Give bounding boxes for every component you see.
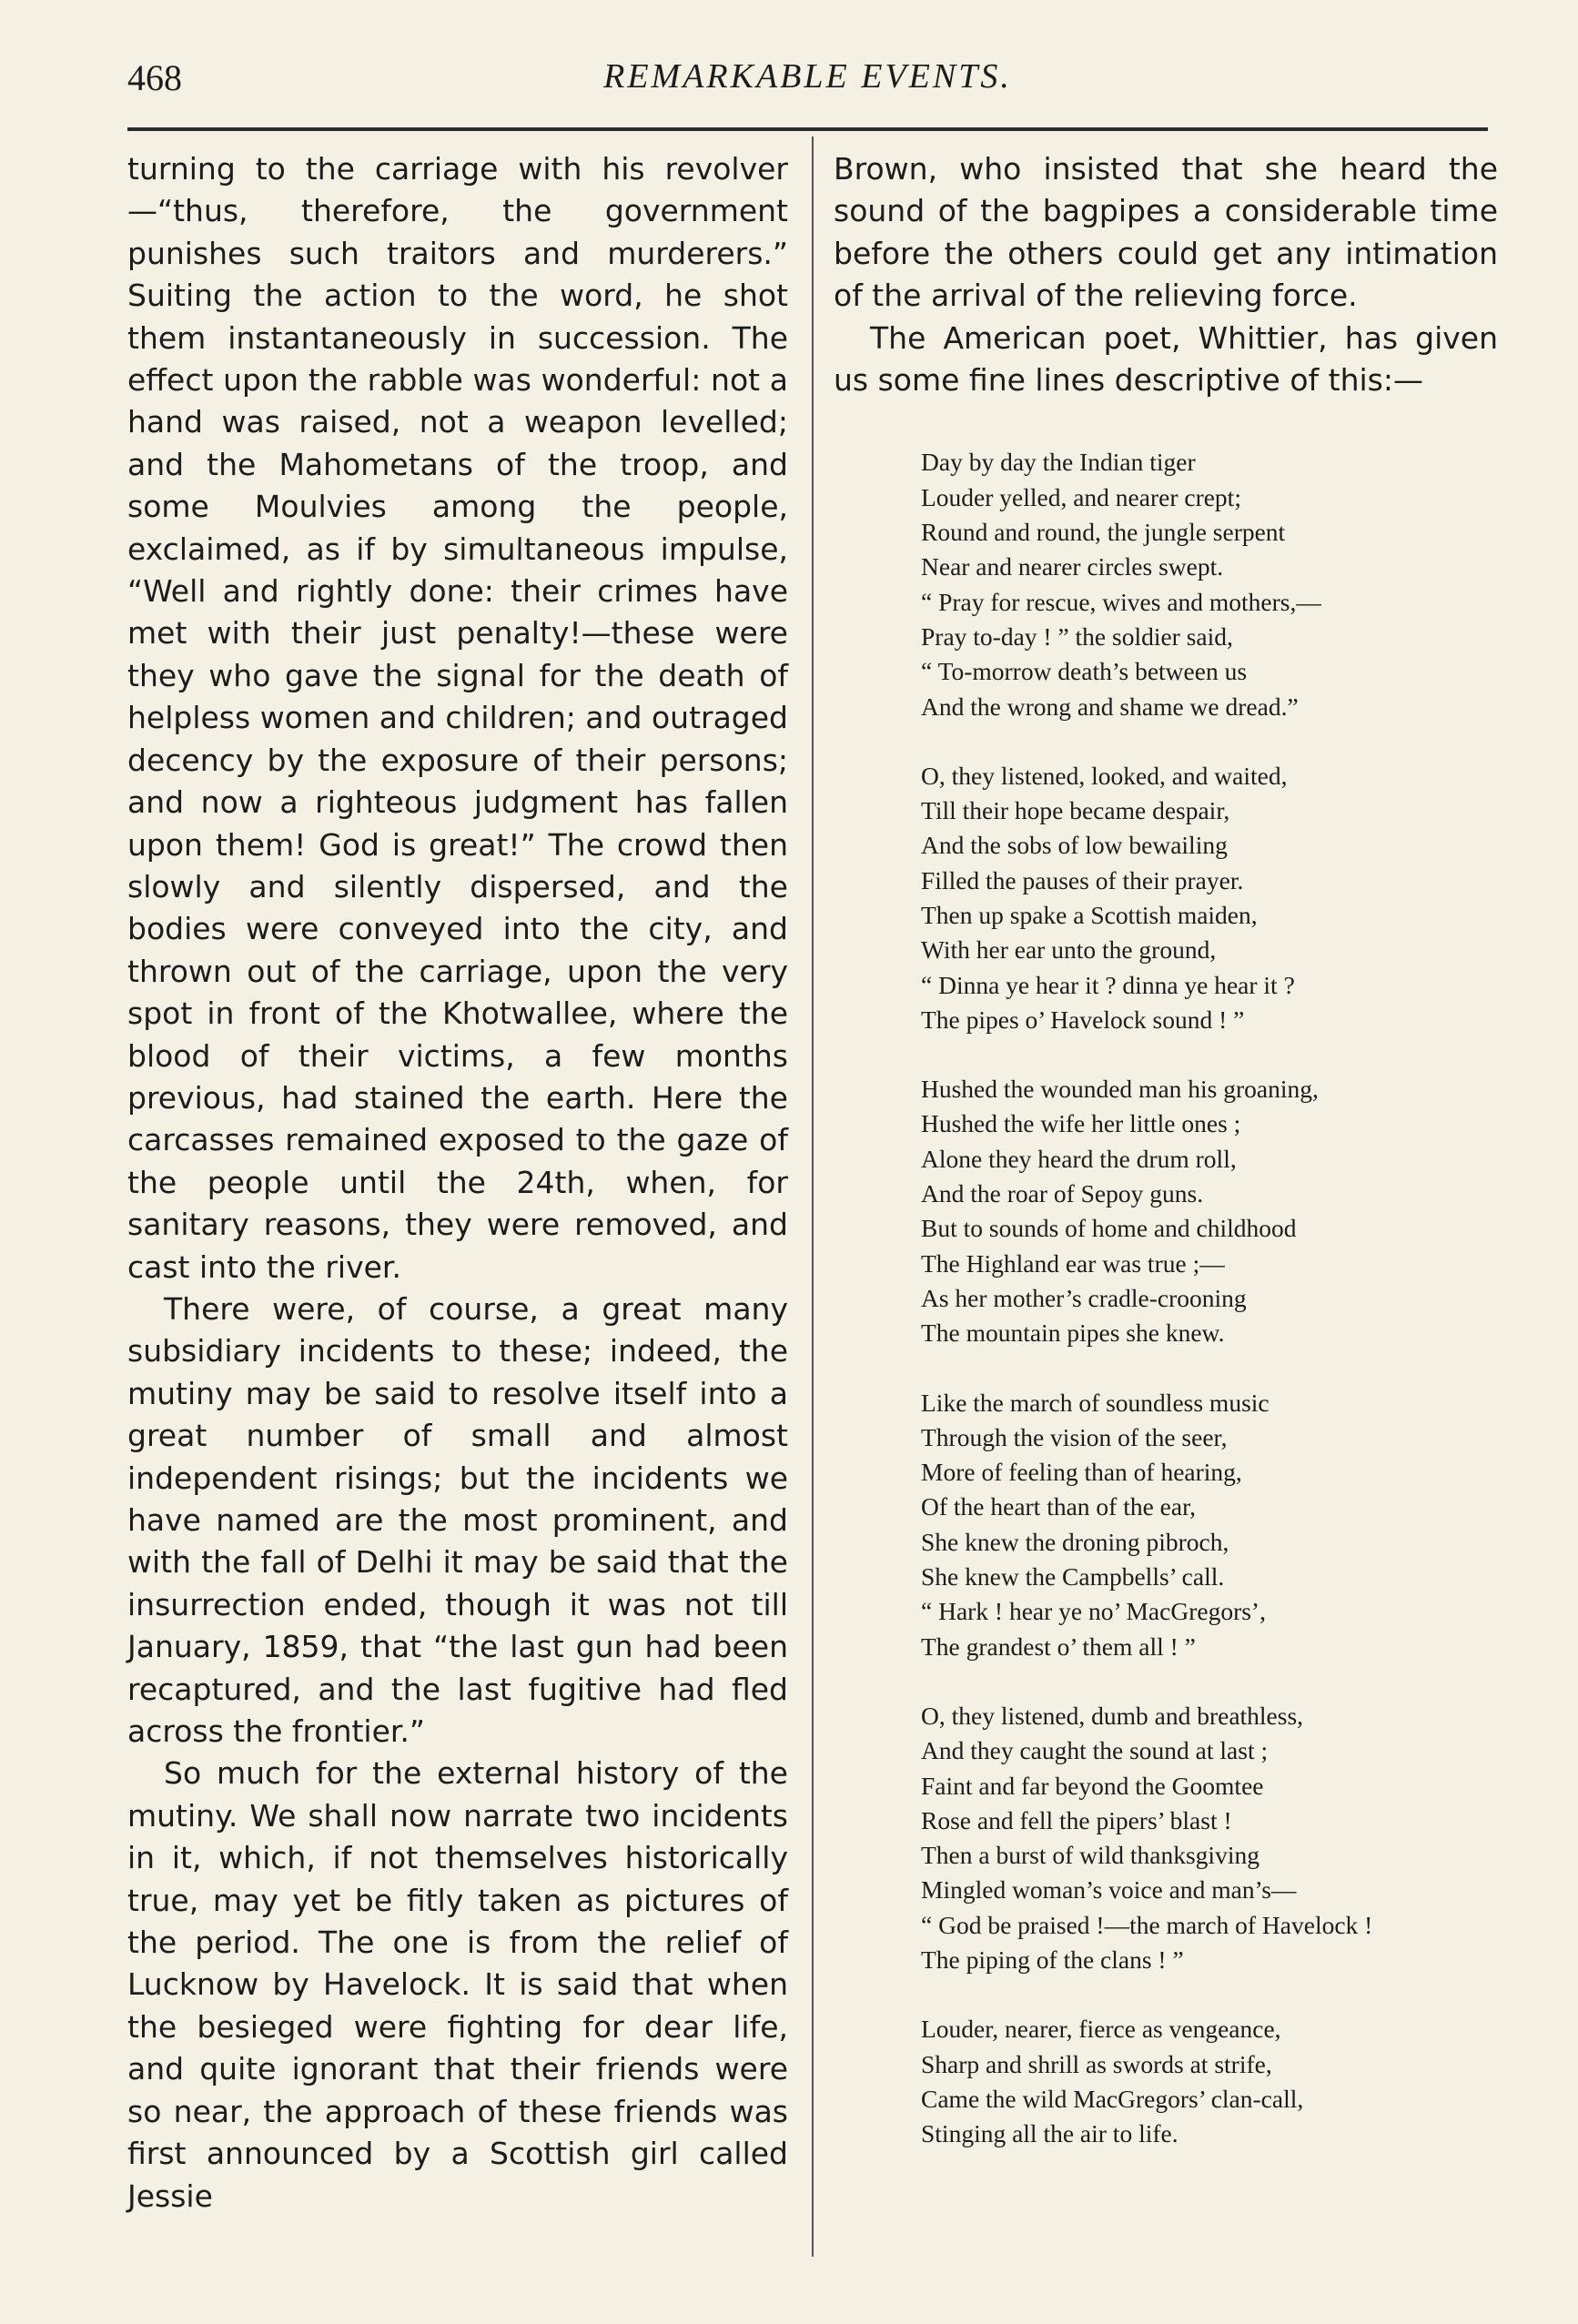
poem-line: O, they listened, dumb and breathless, xyxy=(921,1701,1304,1730)
poem-line: Till their hope became despair, xyxy=(921,796,1230,825)
paragraph: So much for the external history of the mutiny. We shall now narrate two incidents in it, which, if not themselves historically true, may yet be fitly taken as pictures of the period. The one is from the relief of Lucknow by Havelock. It is said that when the besieged were fighting for dear life, and quite ignorant that their friends were so near, the approach of these friends was first announced by a Scottish girl called Jessie xyxy=(127,1755,788,2214)
poem-line: “ Pray for rescue, wives and mothers,— xyxy=(921,587,1321,616)
poem-line: And the sobs of low bewailing xyxy=(921,831,1228,860)
right-column xyxy=(834,148,1498,2187)
poem-line: Stinging all the air to life. xyxy=(921,2119,1178,2148)
poem-line: Filled the pauses of their prayer. xyxy=(921,865,1244,894)
paragraph: The American poet, Whittier, has given us some fine lines descriptive of this:— xyxy=(834,319,1498,399)
poem-line: Hushed the wife her little ones ; xyxy=(921,1109,1241,1138)
poem-stanza xyxy=(921,1699,1498,1977)
page-number: 468 xyxy=(127,57,182,98)
poem-line: Came the wild MacGregors’ clan-call, xyxy=(921,2084,1304,2113)
paragraph: There were, of course, a great many subsidiary incidents to these; indeed, the mutiny may be said to resolve itself into a great number of small and almost independent risings; but the incidents we have named are the most prominent, and with the fall of Delhi it may be said that the insurrection ended, though it was not till January, 1859, that “the last gun had been recaptured, and the last fugitive had fled across the frontier.” xyxy=(127,1290,788,1750)
poem-line: With her ear unto the ground, xyxy=(921,935,1217,965)
poem-stanza xyxy=(921,1386,1498,1664)
poem-line: Louder yelled, and nearer crept; xyxy=(921,482,1241,511)
running-title: REMARKABLE EVENTS. xyxy=(603,57,1012,96)
poem-line: But to sounds of home and childhood xyxy=(921,1214,1297,1243)
poem-line: “ Dinna ye hear it ? dinna ye hear it ? xyxy=(921,970,1295,999)
page-header xyxy=(127,56,1488,111)
poem-stanza xyxy=(921,759,1498,1037)
poem-line: Of the heart than of the ear, xyxy=(921,1492,1197,1521)
poem-line: Faint and far beyond the Goomtee xyxy=(921,1771,1264,1800)
poem-line: Sharp and shrill as swords at strife, xyxy=(921,2049,1272,2078)
poem-line: The mountain pipes she knew. xyxy=(921,1319,1225,1348)
poem-line: She knew the Campbells’ call. xyxy=(921,1562,1225,1591)
poem-line: The grandest o’ them all ! ” xyxy=(921,1632,1196,1661)
poem-line: Near and nearer circles swept. xyxy=(921,552,1224,581)
poem-line: “ To-morrow death’s between us xyxy=(921,657,1248,686)
poem-line: Rose and fell the pipers’ blast ! xyxy=(921,1805,1232,1834)
poem-line: As her mother’s cradle-crooning xyxy=(921,1283,1247,1312)
poem-line: Hushed the wounded man his groaning, xyxy=(921,1075,1319,1104)
poem-line: Round and round, the jungle serpent xyxy=(921,518,1286,547)
poem-stanza xyxy=(921,2012,1498,2151)
poem-line: Then up spake a Scottish maiden, xyxy=(921,901,1258,929)
poem-line: The pipes o’ Havelock sound ! ” xyxy=(921,1005,1245,1034)
poem-line: Through the vision of the seer, xyxy=(921,1422,1228,1451)
poem-line: Louder, nearer, fierce as vengeance, xyxy=(921,2015,1281,2044)
poem-line: Like the march of soundless music xyxy=(921,1388,1269,1417)
column-divider xyxy=(812,136,814,2257)
poem-line: She knew the droning pibroch, xyxy=(921,1527,1229,1556)
poem-line: O, they listened, looked, and waited, xyxy=(921,761,1288,790)
poem-line: And they caught the sound at last ; xyxy=(921,1736,1269,1765)
poem-line: Then a burst of wild thanksgiving xyxy=(921,1841,1259,1870)
poem-line: Alone they heard the drum roll, xyxy=(921,1144,1237,1173)
paragraph: turning to the carriage with his revolver—“thus, therefore, the government punishes such traitors and murderers.” Suiting the action to the word, he shot them instantaneously in succession. The effect upon the rabble was wonderful: not a hand was raised, not a weapon levelled; and the Mahometans of the troop, and some Moulvies among the people, exclaimed, as if by simultaneous impulse, “Well and rightly done: their crimes have met with their just penalty!—these were they who gave the signal for the death of helpless women and children; and outraged decency by the exposure of their persons; and now a righteous judgment has fallen upon them! God is great!” The crowd then slowly and silently dispersed, and the bodies were conveyed into the city, and thrown out of the carriage, upon the very spot in front of the Khotwallee, where the blood of their victims, a few months previous, had stained the earth. Here the carcasses remained exposed to the gaze of the people until the 24th, when, for sanitary reasons, they were removed, and cast into the river. xyxy=(127,151,788,1285)
poem-stanza xyxy=(921,1072,1498,1350)
header-rule xyxy=(127,127,1488,131)
poem-stanza xyxy=(921,445,1498,723)
poem-line: Mingled woman’s voice and man’s— xyxy=(921,1875,1297,1905)
poem-line: The Highland ear was true ;— xyxy=(921,1248,1225,1278)
poem-line: And the roar of Sepoy guns. xyxy=(921,1179,1204,1208)
poem-line: Day by day the Indian tiger xyxy=(921,448,1196,477)
poem-line: “ God be praised !—the march of Havelock ! xyxy=(921,1910,1373,1939)
poem-line: More of feeling than of hearing, xyxy=(921,1458,1242,1487)
poem-line: And the wrong and shame we dread.” xyxy=(921,692,1299,721)
paragraph: Brown, who insisted that she heard the sound of the bagpipes a considerable time before the others could get any intimation of the arrival of the relieving force. xyxy=(834,151,1498,314)
left-column xyxy=(127,148,788,2218)
poem xyxy=(921,445,1498,2151)
poem-line: The piping of the clans ! ” xyxy=(921,1945,1184,1975)
poem-line: Pray to-day ! ” the soldier said, xyxy=(921,621,1233,651)
poem-line: “ Hark ! hear ye no’ MacGregors’, xyxy=(921,1597,1266,1626)
